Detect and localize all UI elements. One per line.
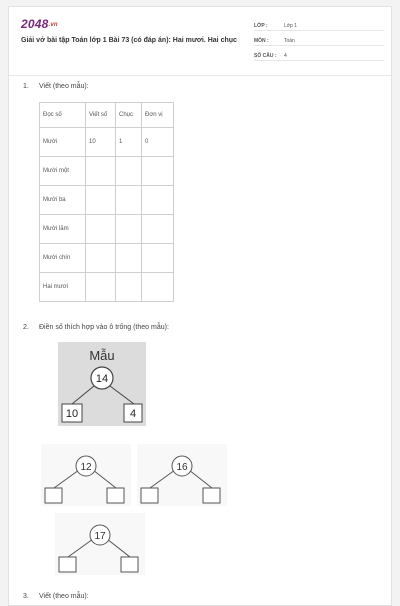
question-text: Viết (theo mẫu):: [39, 83, 89, 90]
top-number: 14: [95, 373, 109, 385]
meta-value: 4: [284, 53, 287, 59]
table-cell: [142, 157, 174, 186]
table-cell: [116, 273, 142, 302]
table-header-row: [40, 103, 174, 128]
table-cell: [142, 186, 174, 215]
table-row: [40, 273, 174, 302]
table-cell: [86, 157, 116, 186]
table-cell: [142, 244, 174, 273]
table-cell: 1: [116, 128, 142, 157]
top-number: 16: [176, 462, 188, 473]
table-cell: 0: [142, 128, 174, 157]
site-logo[interactable]: [21, 17, 58, 31]
table-cell: [142, 273, 174, 302]
question-2: [23, 324, 169, 331]
top-number: 12: [80, 462, 92, 473]
example-figure: [58, 342, 146, 426]
question-number: 3.: [23, 593, 29, 600]
number-tree-16: [137, 444, 227, 506]
table-cell: Mười lăm: [40, 215, 86, 244]
table-row: [40, 128, 174, 157]
left-number: 10: [65, 408, 79, 420]
page-title: Giải vở bài tập Toán lớp 1 Bài 73 (có đáp án): Hai mươi. Hai chục: [21, 37, 237, 44]
question-3: [23, 593, 89, 600]
table-cell: [86, 273, 116, 302]
table-cell: [86, 244, 116, 273]
table-header: Viết số: [86, 103, 116, 128]
meta-key: LỚP :: [254, 23, 268, 29]
table-cell: Mười chín: [40, 244, 86, 273]
number-tree-12: [41, 444, 131, 506]
left-answer-box[interactable]: [141, 488, 158, 503]
table-cell: Hai mươi: [40, 273, 86, 302]
right-answer-box[interactable]: [121, 557, 138, 572]
top-number: 17: [94, 531, 106, 542]
left-answer-box[interactable]: [59, 557, 76, 572]
meta-key: MÔN :: [254, 38, 269, 44]
meta-info: [254, 18, 384, 63]
table-cell: Mười ba: [40, 186, 86, 215]
header: [9, 7, 391, 69]
table-header: Đơn vị: [142, 103, 174, 128]
table-row: [40, 244, 174, 273]
table-row: [40, 186, 174, 215]
meta-value: Lớp 1: [284, 23, 298, 29]
question-text: Điền số thích hợp vào ô trống (theo mẫu):: [39, 324, 169, 331]
right-answer-box[interactable]: [203, 488, 220, 503]
table-cell: [142, 215, 174, 244]
table-cell: [116, 244, 142, 273]
meta-row-subject: [254, 33, 384, 46]
right-number: 4: [129, 408, 137, 420]
table-row: [40, 157, 174, 186]
meta-row-class: [254, 18, 384, 31]
table-cell: Mười một: [40, 157, 86, 186]
logo-text: 2048: [21, 17, 49, 31]
table-cell: [86, 186, 116, 215]
table-cell: [86, 215, 116, 244]
table-cell: 10: [86, 128, 116, 157]
number-tree-17: [55, 513, 145, 575]
table-row: [40, 215, 174, 244]
logo-suffix: .vn: [48, 21, 58, 28]
table-cell: Mười: [40, 128, 86, 157]
table-header: Chục: [116, 103, 142, 128]
question-text: Viết (theo mẫu):: [39, 593, 89, 600]
example-label: Mẫu: [89, 348, 115, 363]
meta-row-count: [254, 48, 384, 61]
table-header: Đọc số: [40, 103, 86, 128]
right-answer-box[interactable]: [107, 488, 124, 503]
worksheet-page: [8, 6, 392, 606]
meta-key: SỐ CÂU :: [254, 53, 277, 59]
table-cell: [116, 186, 142, 215]
header-divider: [9, 75, 391, 76]
meta-value: Toán: [284, 38, 295, 44]
table-cell: [116, 157, 142, 186]
number-table: [39, 102, 174, 302]
table-cell: [116, 215, 142, 244]
question-1: [23, 83, 89, 90]
question-number: 2.: [23, 324, 29, 331]
left-answer-box[interactable]: [45, 488, 62, 503]
question-number: 1.: [23, 83, 29, 90]
